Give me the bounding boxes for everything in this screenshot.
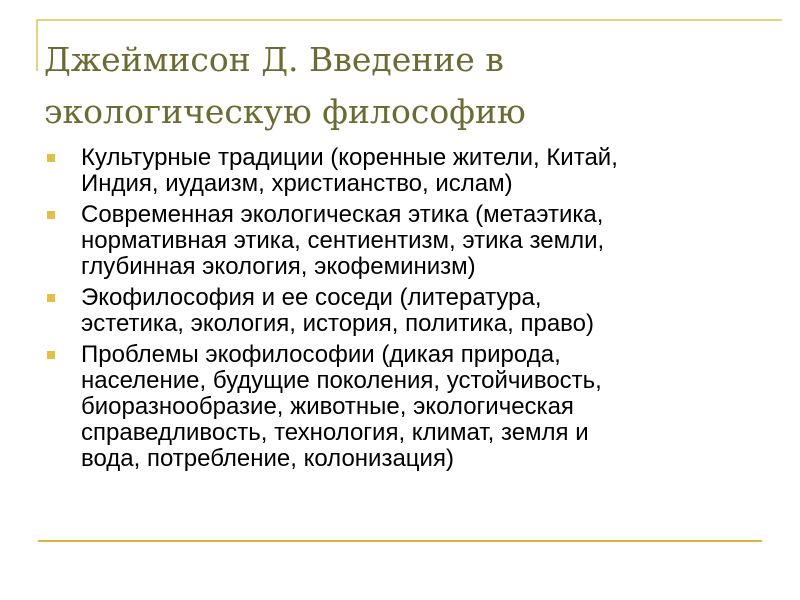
bullet-line: глубинная экология, экофеминизм): [81, 253, 476, 280]
bullet-line: Культурные традиции (коренные жители, Китай,: [81, 144, 618, 171]
bullet-square-icon: [47, 294, 55, 302]
top-divider-line: [36, 19, 782, 21]
bullet-line: нормативная этика, сентиентизм, этика земли,: [81, 227, 605, 254]
bullet-item: [44, 342, 744, 472]
bullet-text: [81, 285, 744, 337]
bullet-square-icon: [47, 154, 55, 162]
bullet-list: [44, 145, 744, 477]
bullet-item: [44, 145, 744, 197]
bullet-line: Проблемы экофилософии (дикая природа,: [81, 341, 561, 368]
bullet-square-icon: [47, 211, 55, 219]
bullet-item: [44, 202, 744, 280]
bullet-line: вода, потребление, колонизация): [81, 445, 454, 472]
bullet-line: Индия, иудаизм, христианство, ислам): [81, 170, 513, 197]
bullet-line: эстетика, экология, история, политика, право): [81, 310, 594, 337]
bullet-line: биоразнообразие, животные, экологическая: [81, 393, 574, 420]
bullet-square-icon: [47, 351, 55, 359]
bullet-line: справедливость, технология, климат, земля и: [81, 419, 589, 446]
bottom-divider-line: [38, 540, 762, 542]
bullet-text: [81, 342, 744, 472]
title-accent-line: [36, 19, 38, 71]
bullet-text: [81, 145, 744, 197]
bullet-line: Экофилософия и ее соседи (литература,: [81, 284, 542, 311]
bullet-item: [44, 285, 744, 337]
bullet-line: Современная экологическая этика (метаэтика,: [81, 201, 604, 228]
bullet-text: [81, 202, 744, 280]
slide-title: [44, 34, 744, 138]
slide-title-line: Джеймисон Д. Введение в: [44, 40, 504, 79]
slide-title-line: экологическую философию: [44, 92, 526, 131]
bullet-line: население, будущие поколения, устойчивость,: [81, 367, 602, 394]
